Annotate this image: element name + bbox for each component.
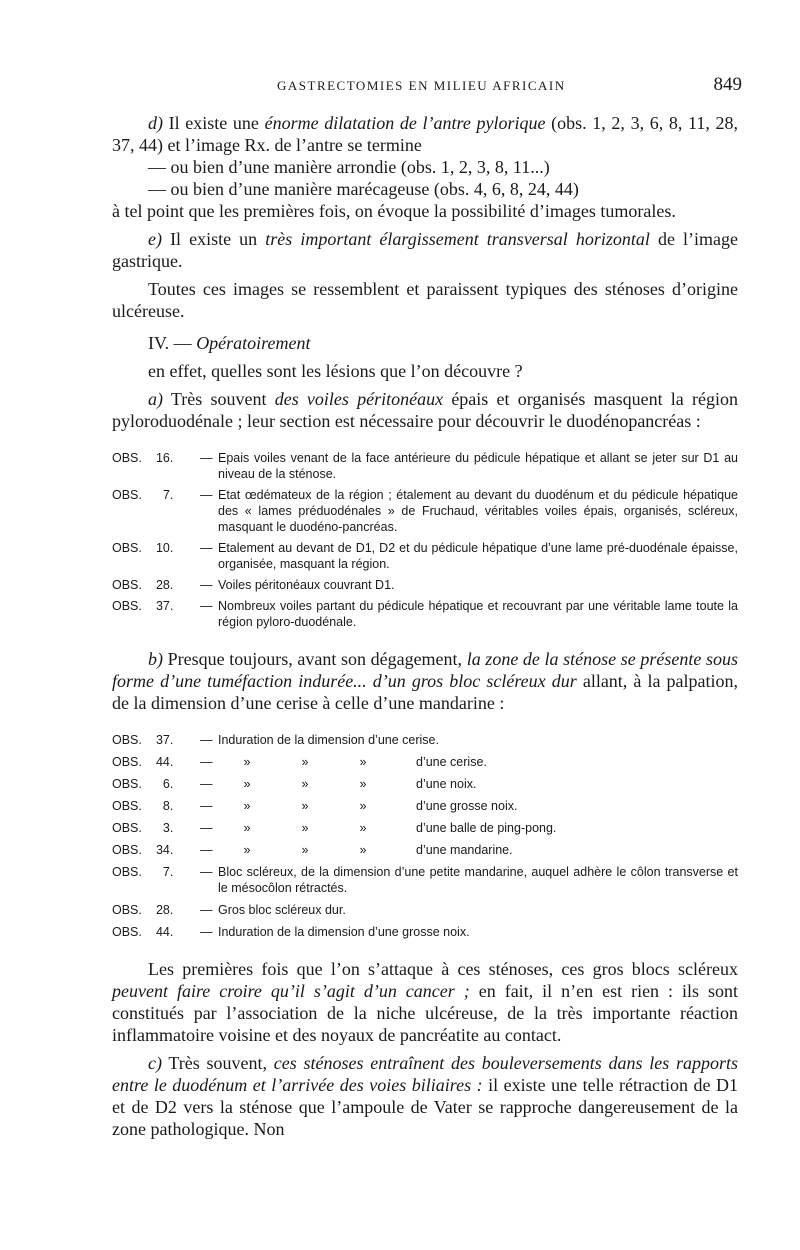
paragraph-d xyxy=(112,112,738,156)
obs-number: 7. xyxy=(162,488,174,502)
obs-number: 7. xyxy=(162,865,174,879)
observation-list-induration xyxy=(112,732,738,940)
paragraph-b-emphasis: la zone de la sténose se présente sous forme d’une tuméfaction indurée... d’un gros bloc scléreux dur xyxy=(112,649,739,691)
list-item: OBS. 16. — Epais voiles venant de la face antérieure du pédicule hépatique et allant se jeter sur D1 au niveau de la sténose. xyxy=(112,451,738,481)
paragraph-les-pre: Les premières fois que l’on s’attaque à ces sténoses, ces gros blocs scléreux xyxy=(148,959,738,979)
obs-text: Nombreux voiles partant du pédicule hépatique et recouvrant par une véritable lame toute la région pyloro-duodénale. xyxy=(218,599,738,629)
running-title: GASTRECTOMIES EN MILIEU AFRICAIN xyxy=(277,78,566,93)
obs-text: d’une balle de ping-pong. xyxy=(416,821,557,835)
obs-text: Bloc scléreux, de la dimension d’une petite mandarine, auquel adhère le côlon transverse et le mésocôlon rétractés. xyxy=(218,865,738,895)
paragraph-les-premieres xyxy=(112,958,738,1046)
paragraph-toutes: Toutes ces images se ressemblent et paraissent typiques des sténoses d’origine ulcéreuse. xyxy=(112,279,738,321)
obs-label: OBS. xyxy=(112,777,142,791)
obs-number: 34. xyxy=(155,843,174,857)
obs-label: OBS. xyxy=(112,578,142,592)
paragraph-b xyxy=(112,648,738,714)
obs-number: 6. xyxy=(162,777,174,791)
obs-text: Etat œdémateux de la région ; étalement au devant du duodénum et du pédicule hépatique des « lames préduodénales » de Fruchaud, véritables voiles épais, organisés, scléreux, masquant le duodéno-pancréas. xyxy=(218,488,738,534)
obs-label: OBS. xyxy=(112,925,142,939)
obs-text: Induration de la dimension d’une grosse noix. xyxy=(218,925,470,939)
obs-text: d’une grosse noix. xyxy=(416,799,518,813)
list-item: OBS. 28. — Gros bloc scléreux dur. xyxy=(112,902,738,918)
paragraph-c-post: il existe une telle rétraction de D1 et de D2 vers la sténose que l’ampoule de Vater se rapproche dangereusement de la zone pathologique. Non xyxy=(112,1075,739,1139)
obs-text: Induration de la dimension d’une cerise. xyxy=(218,733,439,747)
paragraph-les-post: en fait, il n’en est rien : ils sont constitués par l’association de la niche ulcéreuse, de la très importante réaction inflammatoire voisine et des noyaux de pancréatite au contact. xyxy=(112,981,738,1045)
list-item: OBS. 44. — » » » d’une cerise. xyxy=(112,755,487,769)
obs-number: 28. xyxy=(155,903,174,917)
obs-number: 37. xyxy=(155,733,174,747)
list-item: OBS. 10. — Etalement au devant de D1, D2 et du pédicule hépatique d’une lame pré-duodénale épaisse, organisée, masquant la région. xyxy=(112,541,738,571)
obs-number: 44. xyxy=(155,755,174,769)
ditto-mark: » xyxy=(243,821,251,835)
list-item: OBS. 28. — Voiles péritonéaux couvrant D1. xyxy=(112,577,738,593)
list-item: OBS. 37. — Nombreux voiles partant du pédicule hépatique et recouvrant par une véritable lame toute la région pyloro-duodénale. xyxy=(112,599,738,629)
paragraph-e-pre: Il existe un xyxy=(170,229,258,249)
paragraph-b-label: b) xyxy=(148,649,163,669)
body-text xyxy=(112,112,738,1140)
ditto-mark: » xyxy=(301,777,309,791)
ditto-mark: » xyxy=(359,777,367,791)
paragraph-les-emphasis: peuvent faire croire qu’il s’agit d’un cancer ; xyxy=(112,981,470,1001)
obs-number: 28. xyxy=(155,578,174,592)
list-item: OBS. 6. — » » » d’une noix. xyxy=(112,777,477,791)
ditto-mark: » xyxy=(243,777,251,791)
obs-label: OBS. xyxy=(112,755,142,769)
list-item: OBS. 34. — » » » d’une mandarine. xyxy=(112,843,513,857)
ditto-mark: » xyxy=(301,843,309,857)
section-iv-line: en effet, quelles sont les lésions que l’on découvre ? xyxy=(148,361,523,381)
ditto-mark: » xyxy=(359,755,367,769)
paragraph-c-pre: Très souvent, xyxy=(168,1053,268,1073)
paragraph-c-emphasis: ces sténoses entraînent des bouleversements dans les rapports entre le duodénum et l’arrivée des voies biliaires : xyxy=(112,1053,739,1095)
obs-number: 44. xyxy=(155,925,174,939)
obs-label: OBS. xyxy=(112,599,142,613)
paragraph-c xyxy=(112,1052,738,1140)
observation-list-veils xyxy=(112,450,738,630)
paragraph-a-post: épais et organisés masquent la région pyloroduodénale ; leur section est nécessaire pour découvrir le duodénopancréas : xyxy=(112,389,738,431)
list-item: OBS. 3. — » » » d’une balle de ping-pong. xyxy=(112,821,557,835)
obs-label: OBS. xyxy=(112,541,142,555)
ditto-mark: » xyxy=(243,799,251,813)
list-item: OBS. 7. — Bloc scléreux, de la dimension d’une petite mandarine, auquel adhère le côlon transverse et le mésocôlon rétractés. xyxy=(112,865,738,895)
obs-label: OBS. xyxy=(112,843,142,857)
list-item: OBS. 37. — Induration de la dimension d’une cerise. xyxy=(112,732,738,748)
obs-number: 37. xyxy=(155,599,174,613)
ditto-mark: » xyxy=(243,843,251,857)
obs-text: Voiles péritonéaux couvrant D1. xyxy=(218,578,395,592)
list-item: OBS. 8. — » » » d’une grosse noix. xyxy=(112,799,518,813)
obs-label: OBS. xyxy=(112,799,142,813)
paragraph-d-pre: Il existe une xyxy=(168,113,259,133)
paragraph-b-post: allant, à la palpation, de la dimension d’une cerise à celle d’une mandarine : xyxy=(112,671,739,713)
ditto-mark: » xyxy=(359,843,367,857)
obs-number: 8. xyxy=(162,799,174,813)
section-iv-numeral: IV. — xyxy=(148,333,192,353)
ditto-mark: » xyxy=(301,821,309,835)
section-iv-heading xyxy=(112,332,738,354)
ditto-mark: » xyxy=(359,821,367,835)
obs-label: OBS. xyxy=(112,821,142,835)
paragraph-e-label: e) xyxy=(148,229,162,249)
paragraph-e xyxy=(112,228,738,272)
obs-number: 10. xyxy=(155,541,174,555)
paragraph-d-emphasis: énorme dilatation de l’antre pylorique xyxy=(264,113,546,133)
paragraph-d-label: d) xyxy=(148,113,163,133)
paragraph-a-label: a) xyxy=(148,389,163,409)
obs-text: Epais voiles venant de la face antérieure du pédicule hépatique et allant se jeter sur D1 au niveau de la sténose. xyxy=(218,451,738,481)
paragraph-after-dash: à tel point que les premières fois, on évoque la possibilité d’images tumorales. xyxy=(112,201,676,221)
page-number: 849 xyxy=(713,74,742,95)
obs-label: OBS. xyxy=(112,733,142,747)
page-header xyxy=(112,74,742,98)
obs-label: OBS. xyxy=(112,865,142,879)
paragraph-a xyxy=(112,388,738,432)
obs-text: d’une mandarine. xyxy=(416,843,513,857)
list-item: OBS. 44. — Induration de la dimension d’une grosse noix. xyxy=(112,924,738,940)
paragraph-e-post: de l’image gastrique. xyxy=(112,229,739,271)
section-iv-title: Opératoirement xyxy=(196,333,311,353)
ditto-mark: » xyxy=(301,755,309,769)
paragraph-d-post: (obs. 1, 2, 3, 6, 8, 11, 28, 37, 44) et l’image Rx. de l’antre se termine xyxy=(112,113,739,155)
obs-label: OBS. xyxy=(112,903,142,917)
obs-number: 16. xyxy=(155,451,174,465)
dash-line-rounded: — ou bien d’une manière arrondie (obs. 1, 2, 3, 8, 11...) xyxy=(148,157,550,177)
paragraph-e-emphasis: très important élargissement transversal horizontal xyxy=(265,229,650,249)
obs-number: 3. xyxy=(162,821,174,835)
paragraph-a-pre: Très souvent xyxy=(170,389,267,409)
list-item: OBS. 7. — Etat œdémateux de la région ; étalement au devant du duodénum et du pédicule hépatique des « lames préduodénales » de Fruchaud, véritables voiles épais, organisés, scléreux, masquant le duodéno-pancréas. xyxy=(112,488,738,534)
obs-text: Gros bloc scléreux dur. xyxy=(218,903,346,917)
paragraph-c-label: c) xyxy=(148,1053,162,1073)
obs-text: d’une noix. xyxy=(416,777,477,791)
paragraph-b-pre: Presque toujours, avant son dégagement, xyxy=(167,649,463,669)
obs-label: OBS. xyxy=(112,451,142,465)
dash-line-marsh: — ou bien d’une manière marécageuse (obs. 4, 6, 8, 24, 44) xyxy=(148,179,579,199)
paragraph-a-emphasis: des voiles péritonéaux xyxy=(274,389,444,409)
ditto-mark: » xyxy=(301,799,309,813)
obs-text: Etalement au devant de D1, D2 et du pédicule hépatique d’une lame pré-duodénale épaisse, organisée, masquant la région. xyxy=(218,541,738,571)
obs-label: OBS. xyxy=(112,488,142,502)
obs-text: d’une cerise. xyxy=(416,755,487,769)
ditto-mark: » xyxy=(243,755,251,769)
ditto-mark: » xyxy=(359,799,367,813)
